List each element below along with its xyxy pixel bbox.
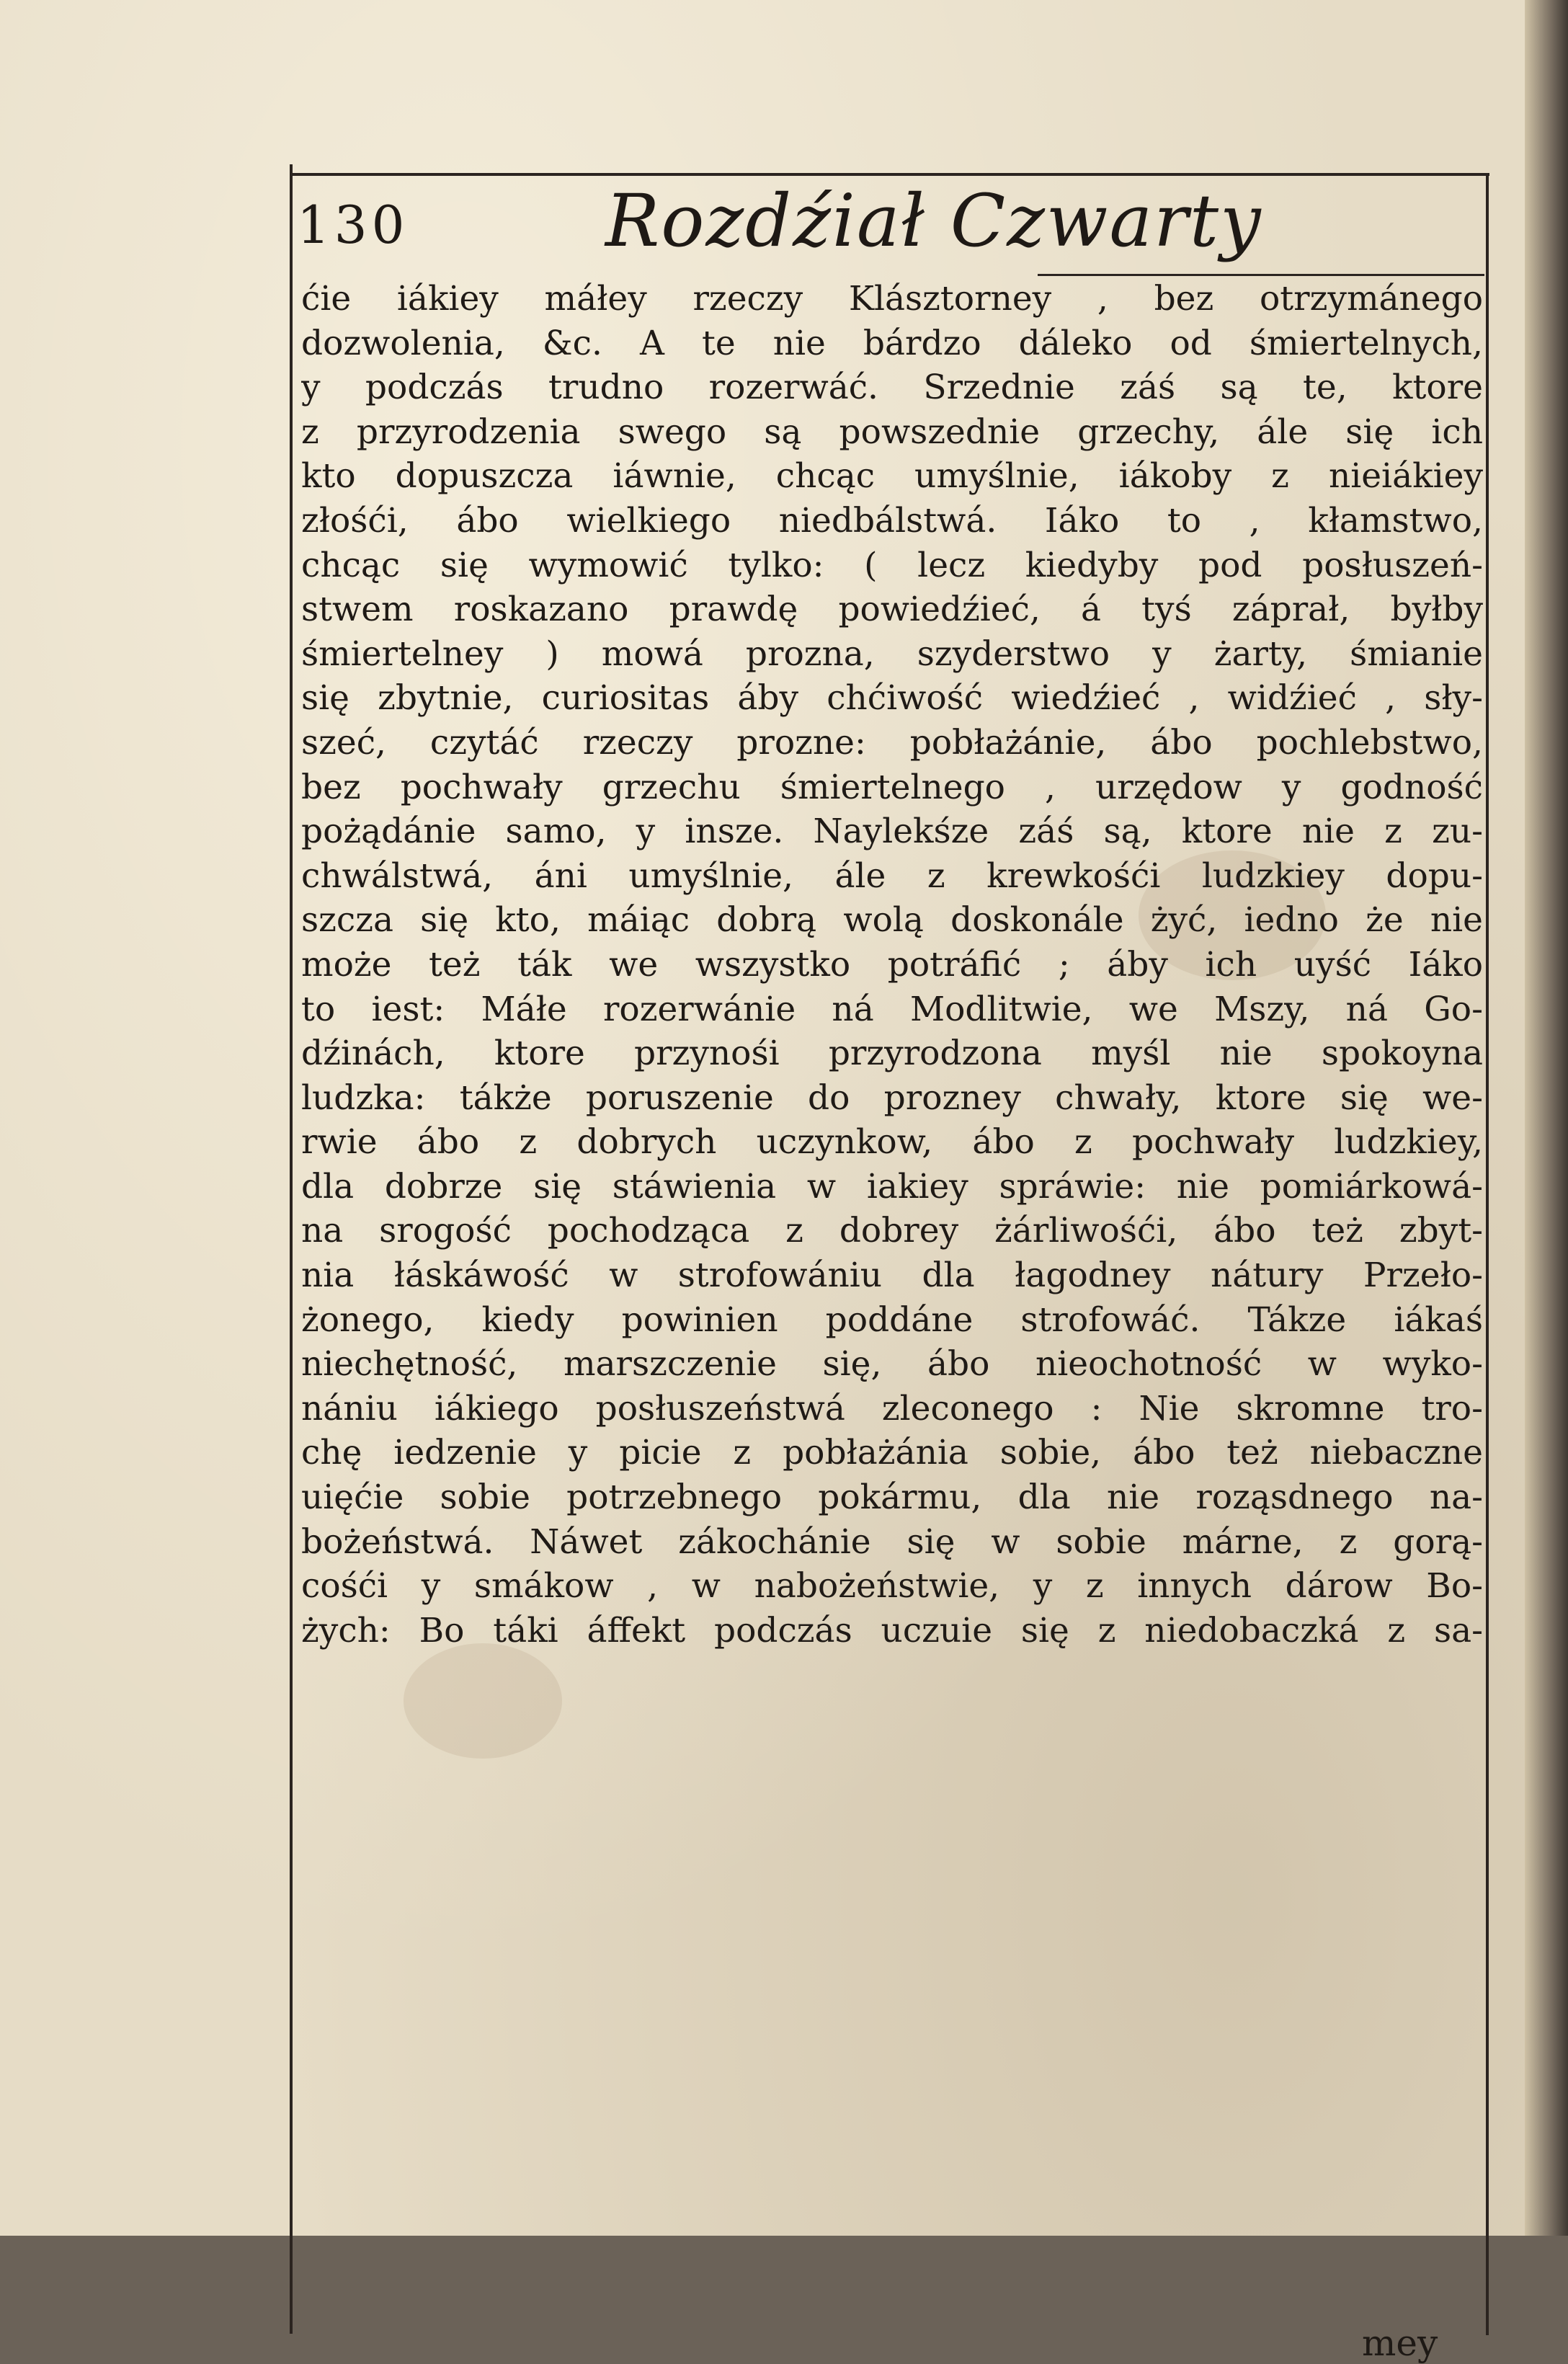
text-line: z przyrodzenia swego są powszednie grzechy, ále się ich [301,412,1483,452]
text-line: złośći, ábo wielkiego niedbálstwá. Iáko to , kłamstwo, [301,500,1483,541]
text-line: y podczás trudno rozerwáć. Srzednie záś są te, ktore [301,368,1483,408]
text-line: może też ták we wszystko potráfić ; áby ich uyść Iáko [301,944,1483,985]
text-line: ćie iákiey máłey rzeczy Klásztorney , bez otrzymánego [301,279,1483,319]
body-text [301,277,1483,1653]
text-line: żych: Bo táki áffekt podczás uczuie się z niedobaczká z sa- [301,1610,1483,1650]
paper-stain [404,1643,562,1759]
text-line: cośći y smákow , w nabożeństwie, y z innych dárow Bo- [301,1566,1483,1607]
text-line: stwem roskazano prawdę powiedźieć, á tyś záprał, byłby [301,590,1483,630]
text-line: szcza się kto, máiąc dobrą wolą doskonále żyć, iedno że nie [301,900,1483,941]
text-line: żonego, kiedy powinien poddáne strofowáć. Tákze iákaś [301,1299,1483,1340]
text-line: chę iedzenie y picie z pobłażánia sobie, ábo też niebaczne [301,1433,1483,1473]
book-spine-shadow [1525,0,1568,2236]
text-line: to iest: Máłe rozerwánie ná Modlitwie, we Mszy, ná Go- [301,989,1483,1029]
header-rule [1038,274,1484,276]
text-line: dla dobrze się stáwienia w iakiey spráwie: nie pomiárkowá- [301,1166,1483,1207]
text-line: się zbytnie, curiositas áby chćiwość wiedźieć , widźieć , sły- [301,678,1483,719]
text-line: nániu iákiego posłuszeństwá zleconego : Nie skromne tro- [301,1388,1483,1428]
text-line: kto dopuszcza iáwnie, chcąc umyślnie, iákoby z nieiákiey [301,456,1483,497]
page-number: 130 [297,195,409,255]
text-line: bożeństwá. Náwet zákochánie się w sobie márne, z gorą- [301,1521,1483,1562]
text-line: śmiertelney ) mowá prozna, szyderstwo y żarty, śmianie [301,634,1483,674]
text-line: dźinách, ktore przynośi przyrodzona myśl nie spokoyna [301,1034,1483,1074]
text-line: chcąc się wymowić tylko: ( lecz kiedyby pod posłuszeń- [301,545,1483,585]
text-line: chwálstwá, áni umyślnie, ále z krewkośći ludzkiey dopu- [301,856,1483,896]
text-line: bez pochwały grzechu śmiertelnego , urzędow y godność [301,767,1483,807]
text-line: uięćie sobie potrzebnego pokármu, dla nie roząsdnego na- [301,1478,1483,1518]
text-line: pożądánie samo, y insze. Naylekśze záś są, ktore nie z zu- [301,812,1483,852]
frame-rule-right [1486,173,1489,2335]
text-line: dozwolenia, &c. A te nie bárdzo dáleko od śmiertelnych, [301,323,1483,363]
text-line: ludzka: tákże poruszenie do prozney chwały, ktore się we- [301,1077,1483,1118]
running-head: Rozdźiał Czwarty [605,179,1262,263]
frame-rule-left [290,164,293,2334]
frame-rule-top [292,173,1489,176]
text-line: na srogość pochodząca z dobrey żárliwośći, ábo też zbyt- [301,1211,1483,1251]
catchword: mey [1362,2322,1438,2364]
text-line: niechętność, marszczenie się, ábo nieochotność w wyko- [301,1344,1483,1385]
text-line: nia łáskáwość w strofowániu dla łagodney nátury Przeło- [301,1256,1483,1296]
text-line: szeć, czytáć rzeczy prozne: pobłażánie, ábo pochlebstwo, [301,722,1483,763]
text-line: rwie ábo z dobrych uczynkow, ábo z pochwały ludzkiey, [301,1122,1483,1163]
